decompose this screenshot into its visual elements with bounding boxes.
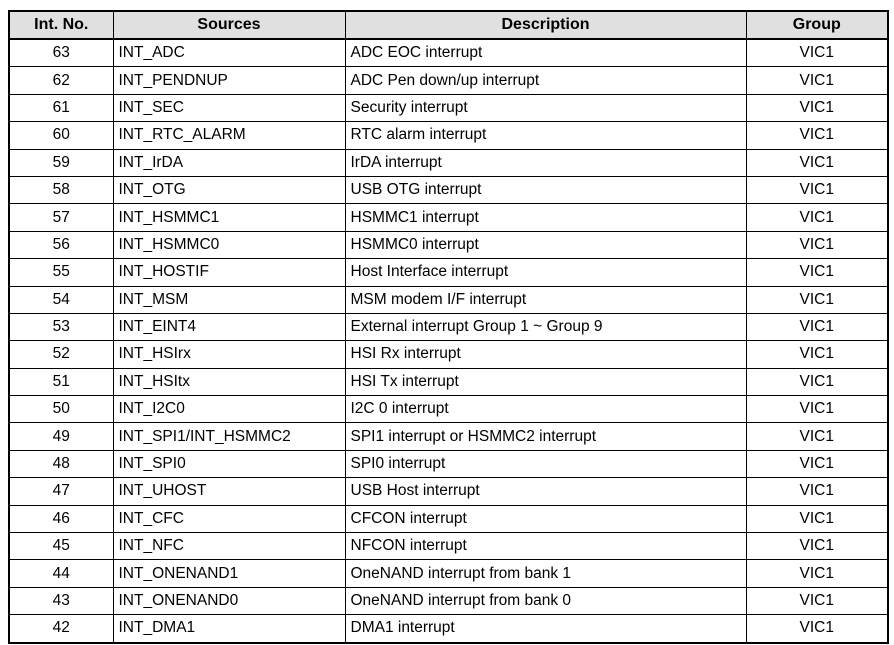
int-no-cell: 46 [9, 505, 113, 532]
source-cell: INT_UHOST [113, 478, 345, 505]
table-row [9, 560, 888, 587]
int-no-cell: 57 [9, 204, 113, 231]
int-no-cell: 63 [9, 39, 113, 67]
table-row [9, 423, 888, 450]
source-cell: INT_MSM [113, 286, 345, 313]
description-cell: I2C 0 interrupt [345, 396, 746, 423]
description-cell: OneNAND interrupt from bank 0 [345, 587, 746, 614]
table-row [9, 176, 888, 203]
group-cell: VIC1 [746, 505, 888, 532]
description-cell: NFCON interrupt [345, 533, 746, 560]
source-cell: INT_SPI0 [113, 450, 345, 477]
source-cell: INT_DMA1 [113, 615, 345, 643]
group-cell: VIC1 [746, 39, 888, 67]
group-cell: VIC1 [746, 204, 888, 231]
description-cell: MSM modem I/F interrupt [345, 286, 746, 313]
table-row [9, 505, 888, 532]
description-cell: CFCON interrupt [345, 505, 746, 532]
header-description: Description [345, 11, 746, 39]
description-cell: ADC Pen down/up interrupt [345, 67, 746, 94]
int-no-cell: 50 [9, 396, 113, 423]
table-row [9, 368, 888, 395]
table-row [9, 396, 888, 423]
int-no-cell: 59 [9, 149, 113, 176]
int-no-cell: 54 [9, 286, 113, 313]
table-row [9, 478, 888, 505]
int-no-cell: 62 [9, 67, 113, 94]
table-row [9, 39, 888, 67]
group-cell: VIC1 [746, 533, 888, 560]
header-int-no: Int. No. [9, 11, 113, 39]
source-cell: INT_HSIrx [113, 341, 345, 368]
table-row [9, 149, 888, 176]
source-cell: INT_ONENAND1 [113, 560, 345, 587]
source-cell: INT_HOSTIF [113, 259, 345, 286]
description-cell: ADC EOC interrupt [345, 39, 746, 67]
int-no-cell: 53 [9, 313, 113, 340]
int-no-cell: 61 [9, 94, 113, 121]
int-no-cell: 49 [9, 423, 113, 450]
description-cell: SPI0 interrupt [345, 450, 746, 477]
group-cell: VIC1 [746, 122, 888, 149]
group-cell: VIC1 [746, 478, 888, 505]
int-no-cell: 55 [9, 259, 113, 286]
source-cell: INT_CFC [113, 505, 345, 532]
description-cell: HSMMC0 interrupt [345, 231, 746, 258]
group-cell: VIC1 [746, 587, 888, 614]
source-cell: INT_RTC_ALARM [113, 122, 345, 149]
table-row [9, 94, 888, 121]
group-cell: VIC1 [746, 423, 888, 450]
group-cell: VIC1 [746, 313, 888, 340]
description-cell: HSI Tx interrupt [345, 368, 746, 395]
interrupt-sources-table [8, 10, 889, 644]
int-no-cell: 51 [9, 368, 113, 395]
int-no-cell: 44 [9, 560, 113, 587]
group-cell: VIC1 [746, 149, 888, 176]
table-row [9, 450, 888, 477]
description-cell: USB OTG interrupt [345, 176, 746, 203]
source-cell: INT_ONENAND0 [113, 587, 345, 614]
description-cell: USB Host interrupt [345, 478, 746, 505]
group-cell: VIC1 [746, 259, 888, 286]
table-row [9, 615, 888, 643]
group-cell: VIC1 [746, 67, 888, 94]
source-cell: INT_HSMMC0 [113, 231, 345, 258]
source-cell: INT_NFC [113, 533, 345, 560]
group-cell: VIC1 [746, 450, 888, 477]
source-cell: INT_I2C0 [113, 396, 345, 423]
source-cell: INT_EINT4 [113, 313, 345, 340]
interrupt-table-container [8, 10, 889, 644]
description-cell: IrDA interrupt [345, 149, 746, 176]
int-no-cell: 42 [9, 615, 113, 643]
int-no-cell: 47 [9, 478, 113, 505]
group-cell: VIC1 [746, 286, 888, 313]
table-body [9, 39, 888, 643]
int-no-cell: 60 [9, 122, 113, 149]
int-no-cell: 58 [9, 176, 113, 203]
description-cell: SPI1 interrupt or HSMMC2 interrupt [345, 423, 746, 450]
source-cell: INT_SPI1/INT_HSMMC2 [113, 423, 345, 450]
table-row [9, 313, 888, 340]
table-row [9, 204, 888, 231]
table-row [9, 587, 888, 614]
int-no-cell: 56 [9, 231, 113, 258]
source-cell: INT_HSItx [113, 368, 345, 395]
description-cell: DMA1 interrupt [345, 615, 746, 643]
source-cell: INT_ADC [113, 39, 345, 67]
group-cell: VIC1 [746, 94, 888, 121]
int-no-cell: 52 [9, 341, 113, 368]
group-cell: VIC1 [746, 231, 888, 258]
group-cell: VIC1 [746, 615, 888, 643]
source-cell: INT_SEC [113, 94, 345, 121]
group-cell: VIC1 [746, 368, 888, 395]
group-cell: VIC1 [746, 341, 888, 368]
source-cell: INT_HSMMC1 [113, 204, 345, 231]
description-cell: RTC alarm interrupt [345, 122, 746, 149]
table-row [9, 231, 888, 258]
int-no-cell: 48 [9, 450, 113, 477]
source-cell: INT_PENDNUP [113, 67, 345, 94]
header-sources: Sources [113, 11, 345, 39]
description-cell: External interrupt Group 1 ~ Group 9 [345, 313, 746, 340]
group-cell: VIC1 [746, 396, 888, 423]
group-cell: VIC1 [746, 560, 888, 587]
source-cell: INT_OTG [113, 176, 345, 203]
description-cell: HSMMC1 interrupt [345, 204, 746, 231]
int-no-cell: 45 [9, 533, 113, 560]
int-no-cell: 43 [9, 587, 113, 614]
description-cell: HSI Rx interrupt [345, 341, 746, 368]
table-row [9, 341, 888, 368]
source-cell: INT_IrDA [113, 149, 345, 176]
table-header-row [9, 11, 888, 39]
description-cell: Security interrupt [345, 94, 746, 121]
group-cell: VIC1 [746, 176, 888, 203]
description-cell: Host Interface interrupt [345, 259, 746, 286]
table-row [9, 259, 888, 286]
header-group: Group [746, 11, 888, 39]
table-row [9, 67, 888, 94]
table-row [9, 122, 888, 149]
table-row [9, 286, 888, 313]
table-row [9, 533, 888, 560]
description-cell: OneNAND interrupt from bank 1 [345, 560, 746, 587]
